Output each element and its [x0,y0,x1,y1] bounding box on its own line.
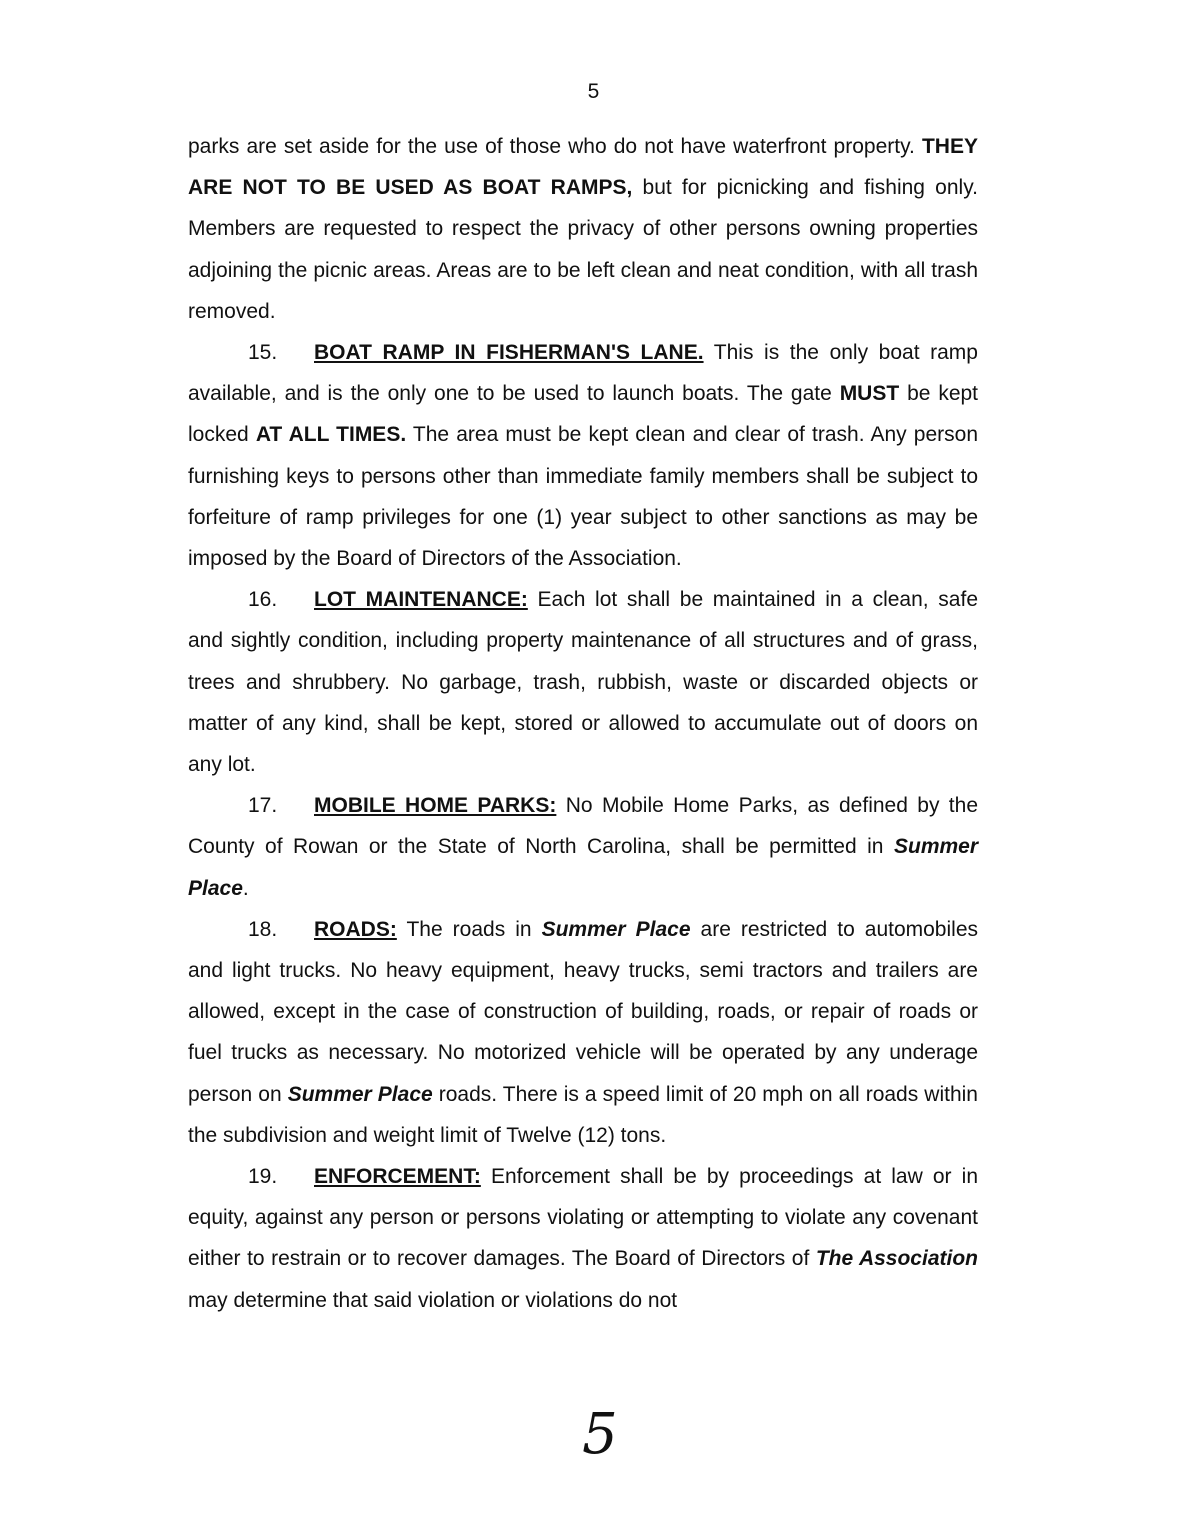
page-number: 5 [587,80,600,103]
section-18-summer-place-1: Summer Place [541,917,691,941]
document-body [188,126,978,1321]
section-15-bold-all-times: AT ALL TIMES. [255,423,407,447]
section-18-text-3: roads. There is a speed limit of 20 mph on all roads within the subdivision and weight limit of Twelve (12) tons. [188,1082,978,1147]
section-19-text-2: may determine that said violation or violations do not [188,1288,678,1312]
section-18-text-1: The roads in [406,917,532,941]
section-15-number: 15. [248,341,278,365]
section-19-heading: ENFORCEMENT: [314,1165,481,1189]
section-16-text-1: Each lot shall be maintained in a clean, safe and sightly condition, including property maintenance of all structures and of grass, trees and shrubbery. No garbage, trash, rubbish, waste or discarded objects or matter of any kind, shall be kept, stored or allowed to accumulate out of doors on any lot. [188,588,978,777]
section-15-paragraph [188,332,978,579]
intro-text-2: but for picnicking and fishing only. Members are requested to respect the privacy of other persons owning properties adjoining the picnic areas. Areas are to be left clean and neat condition, with all trash removed. [188,176,978,323]
section-18-number: 18. [248,917,278,941]
section-17-number: 17. [248,794,278,818]
section-19-text-1: Enforcement shall be by proceedings at law or in equity, against any person or persons violating or attempting to violate any covenant either to restrain or to recover damages. The Board of Directors of [188,1165,978,1271]
section-15-text-3: The area must be kept clean and clear of trash. Any person furnishing keys to persons other than immediate family members shall be subject to forfeiture of ramp privileges for one (1) year subject to other sanctions as may be imposed by the Board of Directors of the Association. [188,423,978,571]
section-18-text-2: are restricted to automobiles and light trucks. No heavy equipment, heavy trucks, semi tractors and trailers are allowed, except in the case of construction of building, roads, or repair of roads or fuel trucks as necessary. No motorized vehicle will be operated by any underage person on [188,917,978,1106]
section-18-heading: ROADS: [314,917,397,941]
section-18-paragraph [188,909,978,1156]
handwritten-page-mark: 5 [582,1402,618,1467]
section-15-text-1: This is the only boat ramp available, and is the only one to be used to launch boats. The gate [188,341,978,406]
intro-text-1: parks are set aside for the use of those who do not have waterfront property. [188,135,915,158]
section-15-text-2: be kept locked [188,382,979,447]
section-15-bold-must: MUST [839,382,900,406]
section-17-heading: MOBILE HOME PARKS: [314,794,557,818]
section-18-summer-place-2: Summer Place [287,1082,433,1106]
section-19-the-association: The Association [815,1247,978,1271]
section-17-text-2: . [242,876,249,900]
section-15-heading: BOAT RAMP IN FISHERMAN'S LANE. [314,341,704,365]
section-19-paragraph [188,1156,978,1321]
section-16-heading: LOT MAINTENANCE: [314,588,528,612]
section-17-text-1: No Mobile Home Parks, as defined by the County of Rowan or the State of North Carolina, shall be permitted in [188,794,979,859]
section-16-number: 16. [248,588,278,612]
section-16-paragraph [188,579,978,785]
section-19-number: 19. [248,1165,278,1189]
section-17-paragraph [188,785,978,909]
intro-paragraph [188,126,978,332]
section-17-summer-place: Summer Place [188,835,979,900]
intro-bold-warning: THEY ARE NOT TO BE USED AS BOAT RAMPS, [188,135,978,200]
